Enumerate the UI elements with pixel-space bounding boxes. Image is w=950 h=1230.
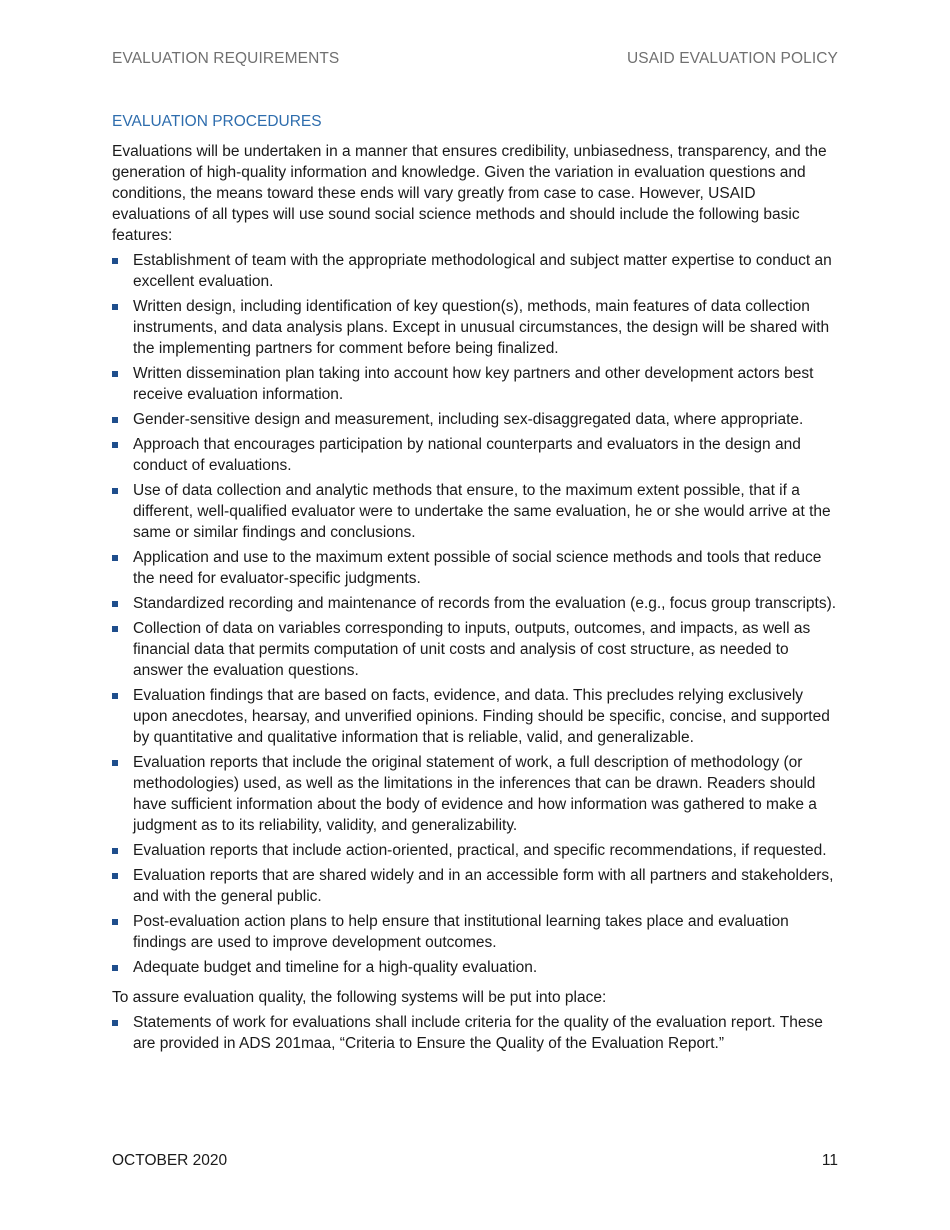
list-item-text: Post-evaluation action plans to help ensure that institutional learning takes place and evaluation findings are used to improve development outcomes. [133, 913, 789, 951]
list-item-text: Establishment of team with the appropriate methodological and subject matter expertise to conduct an excellent evaluation. [133, 252, 832, 290]
square-bullet-icon [112, 1020, 118, 1026]
square-bullet-icon [112, 626, 118, 632]
list-item [112, 250, 838, 292]
list-item [112, 547, 838, 589]
quality-intro-paragraph: To assure evaluation quality, the following systems will be put into place: [112, 989, 607, 1006]
square-bullet-icon [112, 417, 118, 423]
list-item-text: Evaluation findings that are based on facts, evidence, and data. This precludes relying exclusively upon anecdotes, hearsay, and unverified opinions. Finding should be specific, concise, and supported by quantitative and qualitative information that is reliable, valid, and generalizable. [133, 687, 830, 746]
list-item-text: Evaluation reports that include action-oriented, practical, and specific recommendations, if requested. [133, 842, 827, 859]
square-bullet-icon [112, 693, 118, 699]
square-bullet-icon [112, 919, 118, 925]
list-item [112, 363, 838, 405]
footer-date: OCTOBER 2020 [112, 1152, 228, 1169]
main-content [112, 111, 838, 1058]
header-left: EVALUATION REQUIREMENTS [112, 50, 340, 67]
page-footer [112, 1152, 838, 1170]
list-item [112, 593, 838, 614]
list-item [112, 409, 838, 430]
features-list [112, 250, 838, 978]
list-item-text: Application and use to the maximum extent possible of social science methods and tools that reduce the need for evaluator-specific judgments. [133, 549, 822, 587]
list-item-text: Collection of data on variables corresponding to inputs, outputs, outcomes, and impacts, as well as financial data that permits computation of unit costs and analysis of cost structure, as needed to answer the evaluation questions. [133, 620, 811, 679]
list-item-text: Approach that encourages participation by national counterparts and evaluators in the design and conduct of evaluations. [133, 436, 801, 474]
list-item-text: Standardized recording and maintenance of records from the evaluation (e.g., focus group transcripts). [133, 595, 837, 612]
list-item-text: Written design, including identification of key question(s), methods, main features of data collection instruments, and data analysis plans. Except in unusual circumstances, the design will be shared with the implementing partners for comment before being finalized. [133, 298, 830, 357]
list-item-text: Use of data collection and analytic methods that ensure, to the maximum extent possible, that if a different, well-qualified evaluator were to undertake the same evaluation, he or she would arrive at the same or similar findings and conclusions. [133, 482, 831, 541]
list-item-text: Gender-sensitive design and measurement, including sex-disaggregated data, where appropriate. [133, 411, 804, 428]
list-item [112, 957, 838, 978]
square-bullet-icon [112, 442, 118, 448]
list-item [112, 618, 838, 681]
list-item [112, 865, 838, 907]
header-right: USAID EVALUATION POLICY [626, 50, 838, 67]
square-bullet-icon [112, 258, 118, 264]
section-title: EVALUATION PROCEDURES [112, 113, 322, 130]
list-item-text: Statements of work for evaluations shall include criteria for the quality of the evaluation report. These are provided in ADS 201maa, “Criteria to Ensure the Quality of the Evaluation Report.” [133, 1014, 823, 1052]
square-bullet-icon [112, 848, 118, 854]
list-item [112, 685, 838, 748]
page-number: 11 [821, 1152, 838, 1169]
square-bullet-icon [112, 601, 118, 607]
square-bullet-icon [112, 873, 118, 879]
page-header [112, 50, 838, 68]
square-bullet-icon [112, 488, 118, 494]
list-item [112, 840, 838, 861]
list-item-text: Evaluation reports that are shared widely and in an accessible form with all partners and stakeholders, and with the general public. [133, 867, 834, 905]
list-item [112, 296, 838, 359]
list-item-text: Written dissemination plan taking into account how key partners and other development actors best receive evaluation information. [133, 365, 814, 403]
square-bullet-icon [112, 760, 118, 766]
list-item [112, 911, 838, 953]
list-item-text: Evaluation reports that include the original statement of work, a full description of methodology (or methodologies) used, as well as the limitations in the inferences that can be drawn. Readers should have sufficient information about the body of evidence and how information was gathered to make a judgment as to its reliability, validity, and generalizability. [133, 754, 817, 834]
list-item-text: Adequate budget and timeline for a high-quality evaluation. [133, 959, 538, 976]
list-item [112, 480, 838, 543]
intro-paragraph: Evaluations will be undertaken in a manner that ensures credibility, unbiasedness, transparency, and the generation of high-quality information and knowledge. Given the variation in evaluation questions and conditions, the means toward these ends will vary greatly from case to case. However, USAID evaluations of all types will use sound social science methods and should include the following basic features: [112, 143, 827, 244]
list-item [112, 1012, 838, 1054]
list-item [112, 434, 838, 476]
square-bullet-icon [112, 965, 118, 971]
list-item [112, 752, 838, 836]
square-bullet-icon [112, 304, 118, 310]
square-bullet-icon [112, 371, 118, 377]
quality-list [112, 1012, 838, 1054]
square-bullet-icon [112, 555, 118, 561]
